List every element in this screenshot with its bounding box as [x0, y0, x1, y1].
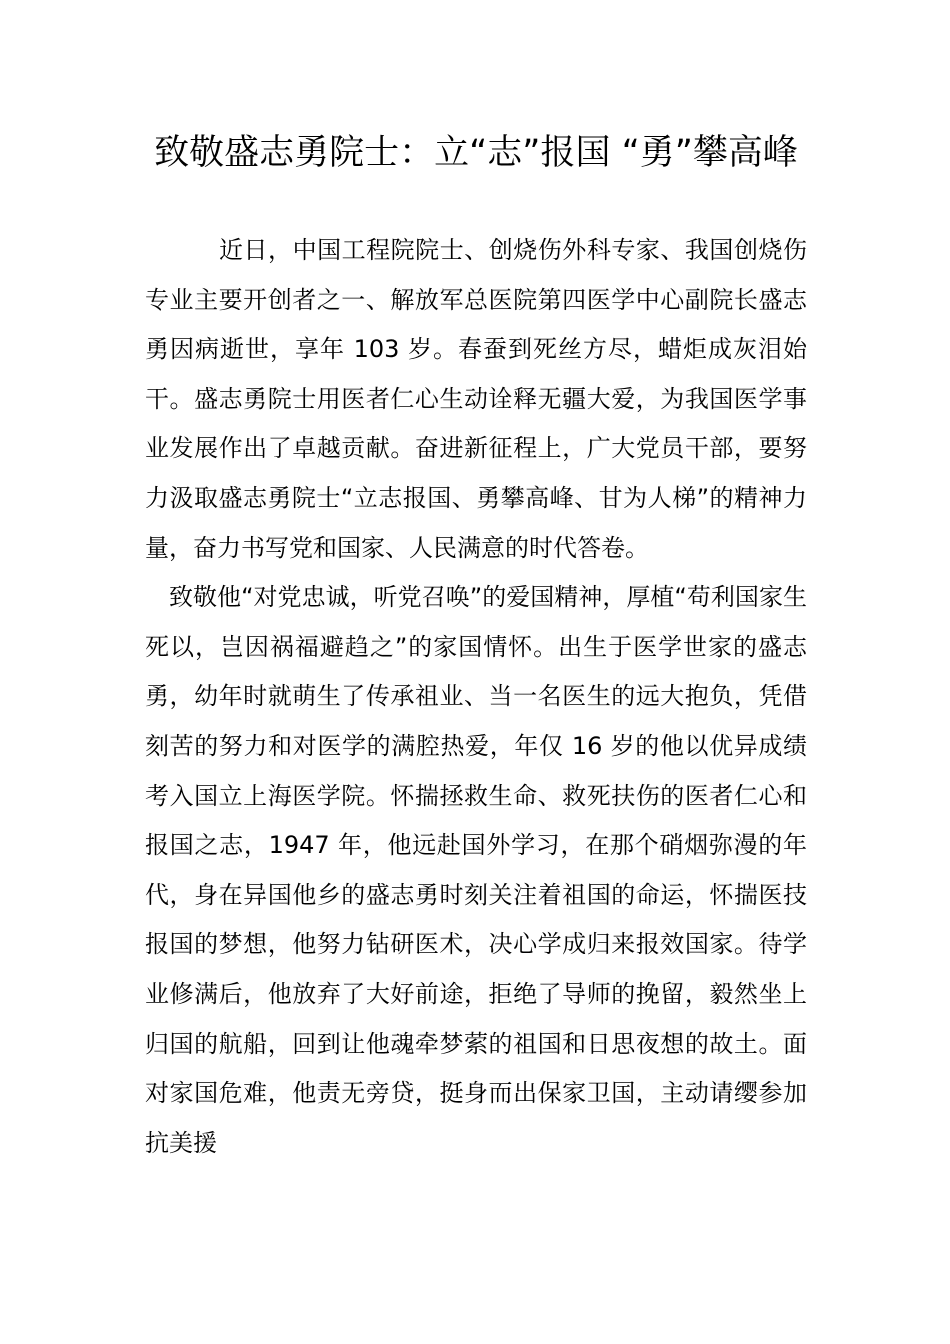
paragraph-1: 近日，中国工程院院士、创烧伤外科专家、我国创烧伤专业主要开创者之一、解放军总医院第四医学中心副院长盛志勇因病逝世，享年 103 岁。春蚕到死丝方尽，蜡炬成灰泪始干。盛志勇院士用医者仁心生动诠释无疆大爱，为我国医学事业发展作出了卓越贡献。奋进新征程上，广大党员干部，要努力汲取盛志勇院士“立志报国、勇攀高峰、甘为人梯”的精神力量，奋力书写党和国家、人民满意的时代答卷。	[145, 236, 807, 562]
document-title: 致敬盛志勇院士：立“志”报国 “勇”攀高峰	[154, 133, 798, 173]
document-body	[145, 226, 807, 1168]
paragraph-2: 致敬他“对党忠诚，听党召唤”的爱国精神，厚植“苟利国家生死以，岂因祸福避趋之”的家国情怀。出生于医学世家的盛志勇，幼年时就萌生了传承祖业、当一名医生的远大抱负，凭借刻苦的努力和对医学的满腔热爱，年仅 16 岁的他以优异成绩考入国立上海医学院。怀揣拯救生命、救死扶伤的医者仁心和报国之志，1947 年，他远赴国外学习，在那个硝烟弥漫的年代，身在异国他乡的盛志勇时刻关注着祖国的命运，怀揣医技报国的梦想，他努力钻研医术，决心学成归来报效国家。待学业修满后，他放弃了大好前途，拒绝了导师的挽留，毅然坐上归国的航船，回到让他魂牵梦萦的祖国和日思夜想的故土。面对家国危难，他责无旁贷，挺身而出保家卫国，主动请缨参加抗美援	[145, 583, 807, 1157]
